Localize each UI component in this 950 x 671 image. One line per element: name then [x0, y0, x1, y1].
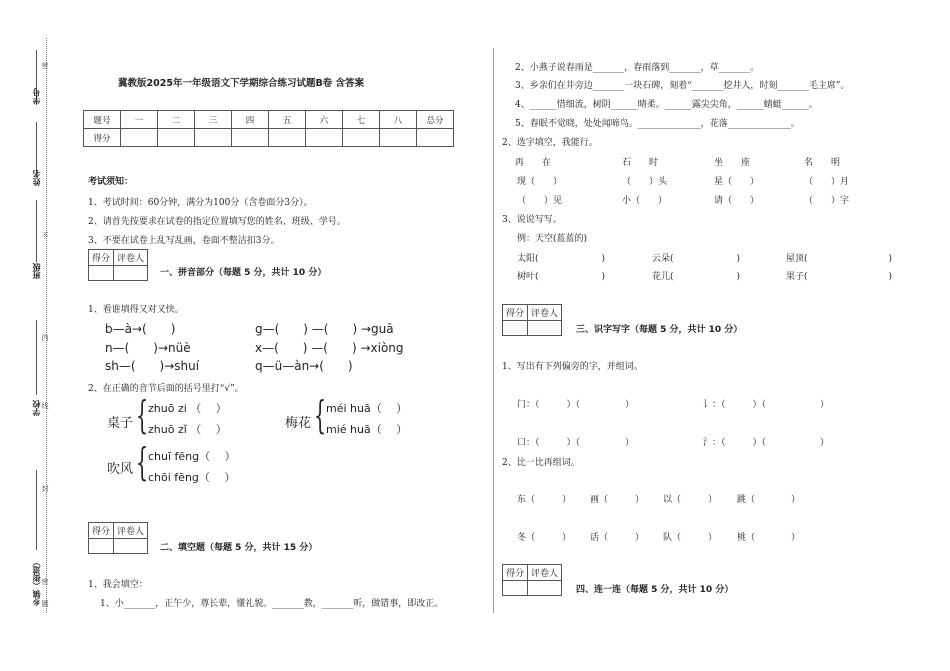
school-label: 学校 [32, 400, 41, 416]
choose-chars: 石 时 [622, 158, 659, 168]
seal-char: 密 [41, 578, 49, 585]
say-write-item: 云朵( ) [652, 254, 741, 264]
score-box-grader-cell[interactable] [528, 321, 562, 336]
compare-item: 冬（ ） [517, 533, 572, 543]
say-write-item: 花儿( ) [652, 272, 741, 282]
name-line [36, 122, 37, 177]
compare-item: 话（ ） [590, 533, 645, 543]
pinyin-option: mié huā（ ） [326, 423, 408, 436]
word-meihua: 梅花 [285, 416, 312, 431]
fill-line: 3、乡亲们在井旁边_______一块石碑，刻着“_______挖井人，时刻_______毛主席”。 [515, 81, 850, 91]
score-cell[interactable] [343, 129, 380, 147]
radical-item: 门：（ ）（ ） [517, 400, 635, 410]
student-id-label: 学号 [32, 88, 41, 104]
instructions-heading: 考试须知： [88, 177, 134, 187]
score-cell[interactable] [232, 129, 269, 147]
section2-title: 二、填空题（每题 5 分，共计 15 分） [160, 543, 318, 553]
pinyin-option: zhuō zǐ （ ） [148, 423, 227, 436]
section2-q2: 2、选字填空，我能行。 [502, 138, 598, 148]
score-table [83, 110, 454, 147]
township-label: 乡镇（街道） [32, 558, 41, 606]
score-box-grader-cell[interactable] [528, 581, 562, 596]
pinyin-item: sh—( )→shuí [105, 359, 200, 373]
section3-q1: 1、写出有下列偏旁的字，并组词。 [502, 362, 643, 372]
score-cell[interactable] [158, 129, 195, 147]
score-table-header: 总分 [417, 111, 454, 129]
score-box [88, 249, 148, 281]
seal-char: 题 [41, 600, 49, 607]
pinyin-option: chuī fēng（ ） [148, 450, 236, 463]
choose-chars: 再 在 [515, 158, 552, 168]
score-table-header: 四 [232, 111, 269, 129]
say-write-item: 树叶( ) [517, 272, 606, 282]
section3-q2: 2、比一比再组词。 [502, 458, 580, 468]
class-label: 班级 [32, 263, 41, 279]
instruction-item: 3、不要在试卷上乱写乱画，卷面不整洁扣3分。 [88, 236, 280, 246]
instruction-item: 1、考试时间：60分钟，满分为100分（含卷面分3分）。 [88, 198, 313, 208]
score-box-score-label: 得分 [503, 305, 528, 321]
example-line: 例：天空(蓝蓝的) [517, 234, 588, 244]
choose-chars: 名 明 [804, 158, 841, 168]
fill-line: 5、春眠不觉晓，处处闻啼鸟。______________，花落______________。 [515, 119, 800, 129]
score-cell[interactable] [417, 129, 454, 147]
choose-item: 请（ ） [714, 196, 760, 206]
instruction-item: 2、请首先按要求在试卷的指定位置填写您的姓名、班级、学号。 [88, 217, 346, 227]
compare-item: 以（ ） [663, 495, 718, 505]
score-box [88, 522, 148, 554]
section1-title: 一、拼音部分（每题 5 分，共计 10 分） [160, 268, 327, 278]
name-label: 姓名 [32, 170, 41, 186]
seal-char: 线 [41, 402, 49, 409]
section3-title: 三、识字写字（每题 5 分，共计 10 分） [576, 325, 743, 335]
pinyin-option: zhuō zi （ ） [148, 402, 227, 415]
choose-chars: 坐 座 [714, 158, 751, 168]
fill-line: 4、______惜细流，树阴______晴柔。______露尖尖角，______蜻蜓______。 [515, 100, 818, 110]
radical-item: 口：（ ）（ ） [517, 438, 635, 448]
brace-icon: { [136, 440, 149, 484]
score-cell[interactable] [121, 129, 158, 147]
score-cell[interactable] [195, 129, 232, 147]
score-box-score-label: 得分 [89, 523, 114, 539]
score-box-score-cell[interactable] [503, 581, 528, 596]
score-cell[interactable] [380, 129, 417, 147]
compare-item: 桃（ ） [737, 533, 801, 543]
choose-item: （ ）头 [622, 177, 668, 187]
score-box [502, 564, 562, 596]
fill-line: 1、小_______，正午少，尊长辈，懂礼貌。_______教，_______听，做错事，即改正。 [100, 599, 444, 609]
column-divider [493, 48, 494, 613]
township-line [36, 470, 37, 550]
binding-dotted-line [46, 38, 47, 613]
score-box-score-cell[interactable] [89, 539, 114, 554]
score-box-grader-cell[interactable] [114, 539, 148, 554]
say-write-item: 屋顶( ) [786, 254, 893, 264]
score-box-score-cell[interactable] [503, 321, 528, 336]
score-table-score-row [84, 129, 454, 147]
word-chuifeng: 吹风 [107, 462, 134, 477]
compare-item: 跳（ ） [737, 495, 801, 505]
choose-item: 小（ ） [622, 196, 668, 206]
score-box-grader-label: 评卷人 [528, 305, 562, 321]
page-title: 冀教版2025年一年级语文下学期综合练习试题B卷 含答案 [118, 78, 364, 89]
score-table-header: 三 [195, 111, 232, 129]
choose-item: 星（ ） [714, 177, 760, 187]
section1-q1: 1、看谁填得又对又快。 [88, 305, 184, 315]
brace-icon: { [136, 393, 149, 437]
score-box-score-label: 得分 [503, 565, 528, 581]
section2-q1: 1、我会填空： [88, 580, 148, 590]
choose-item: （ ）字 [804, 196, 850, 206]
radical-item: 讠：（ ）（ ） [703, 400, 830, 410]
score-cell[interactable] [306, 129, 343, 147]
say-write-item: 果子( ) [786, 272, 893, 282]
word-zhuozi: 桌子 [107, 416, 134, 431]
seal-char: 内 [41, 334, 49, 341]
score-table-header-row [84, 111, 454, 129]
score-table-header: 六 [306, 111, 343, 129]
score-box-score-cell[interactable] [89, 266, 114, 281]
radical-item: 氵：（ ）（ ） [703, 438, 830, 448]
compare-item: 画（ ） [590, 495, 645, 505]
class-line [36, 200, 37, 262]
seal-char: 密 [41, 62, 49, 69]
pinyin-option: méi huā（ ） [326, 402, 408, 415]
pinyin-item: g—( ) —( ) →guā [255, 322, 394, 336]
section1-q2: 2、在正确的音节后面的括号里打“√”。 [88, 384, 244, 394]
pinyin-option: chōi fēng（ ） [148, 471, 236, 484]
brace-icon: { [314, 393, 327, 437]
score-box [502, 304, 562, 336]
pinyin-item: x—( ) —( ) →xiòng [255, 341, 404, 355]
score-box-grader-cell[interactable] [114, 266, 148, 281]
score-box-grader-label: 评卷人 [114, 523, 148, 539]
seal-char: 不 [41, 232, 49, 239]
compare-item: 队（ ） [663, 533, 718, 543]
school-line [36, 320, 37, 395]
score-table-header: 二 [158, 111, 195, 129]
pinyin-item: b—à→( ) [105, 322, 176, 336]
score-box-score-label: 得分 [89, 250, 114, 266]
say-write-item: 太阳( ) [517, 254, 606, 264]
score-table-header: 一 [121, 111, 158, 129]
choose-item: （ ）月 [804, 177, 850, 187]
score-box-grader-label: 评卷人 [114, 250, 148, 266]
choose-item: 现（ ） [517, 177, 563, 187]
score-table-row-label: 得分 [84, 129, 121, 147]
fill-line: 2、小燕子说春雨是_______，春雨落到_______，草_______。 [515, 63, 760, 73]
score-table-header: 五 [269, 111, 306, 129]
section4-title: 四、连一连（每题 5 分，共计 10 分） [576, 585, 734, 595]
score-cell[interactable] [269, 129, 306, 147]
score-box-grader-label: 评卷人 [528, 565, 562, 581]
pinyin-item: n—( )→nüè [105, 341, 191, 355]
pinyin-item: q—ü—àn→( ) [255, 359, 353, 373]
compare-item: 东（ ） [517, 495, 572, 505]
score-table-header: 八 [380, 111, 417, 129]
choose-item: （ ）见 [517, 196, 563, 206]
section2-q3: 3、说说写写。 [502, 215, 562, 225]
seal-char: 封 [41, 485, 49, 492]
score-table-header: 七 [343, 111, 380, 129]
score-table-header: 题号 [84, 111, 121, 129]
